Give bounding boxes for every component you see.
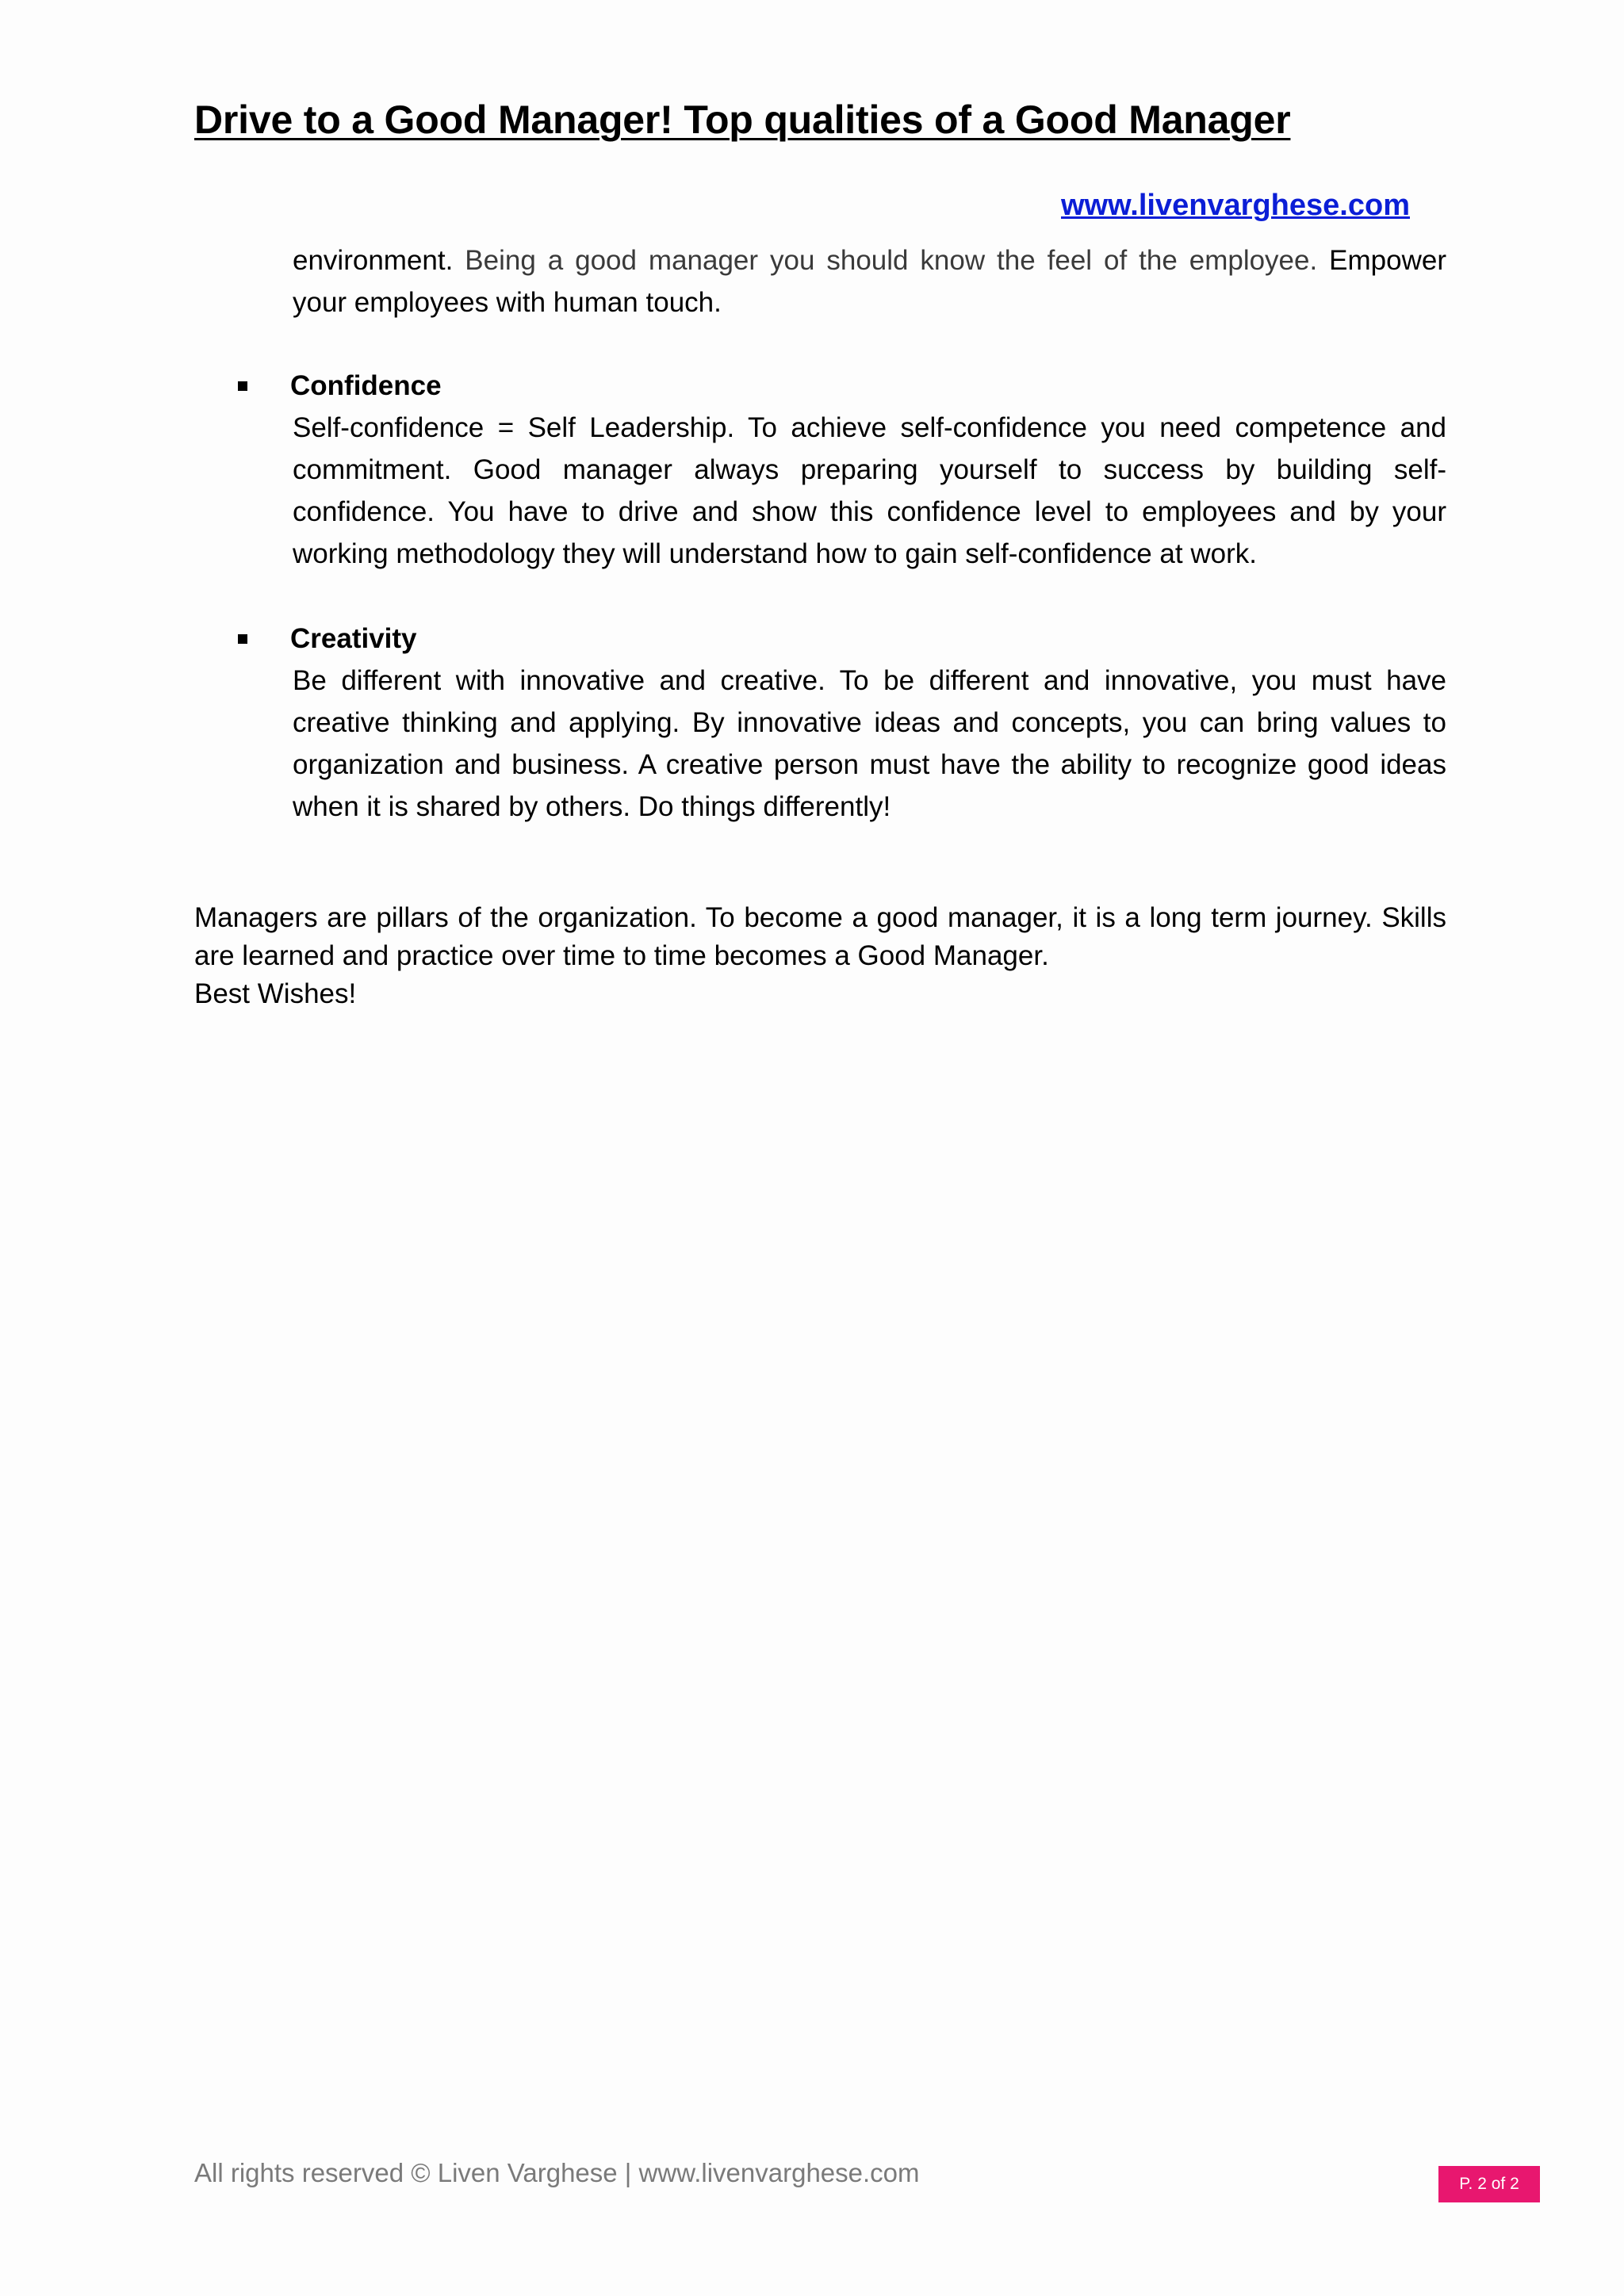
section-heading (238, 365, 1446, 407)
section-body-creativity: Be different with innovative and creative. To be different and innovative, you must have creative thinking and applying. By innovative ideas and concepts, you can bring values to organization and business. A creative person must have the ability to recognize good ideas when it is shared by others. Do things differently! (293, 665, 1446, 822)
continued-text-3: Empower your employees with human touch. (293, 245, 1446, 318)
bullet-icon (238, 634, 247, 644)
continued-paragraph (293, 239, 1446, 323)
continued-text-1: environment. (293, 245, 454, 276)
continued-text-2: Being a good manager you should know the feel of the employee. (465, 245, 1318, 276)
bullet-icon (238, 381, 247, 391)
section-heading (238, 618, 1446, 660)
section-title-confidence: Confidence (290, 369, 442, 401)
page-title: Drive to a Good Manager! Top qualities of a Good Manager (194, 98, 1291, 142)
closing-signoff: Best Wishes! (194, 978, 357, 1009)
page-number-badge: P. 2 of 2 (1438, 2166, 1540, 2202)
website-link[interactable]: www.livenvarghese.com (1061, 189, 1410, 222)
section-creativity (238, 618, 1446, 828)
section-body-confidence: Self-confidence = Self Leadership. To achieve self-confidence you need competence and commitment. Good manager always preparing yourself to success by building self-confidence. You have to drive and show this confidence level to employees and by your working methodology they will understand how to gain self-confidence at work. (293, 412, 1446, 569)
closing-paragraph: Managers are pillars of the organization. To become a good manager, it is a long term journey. Skills are learned and practice over time to time becomes a Good Manager. (194, 902, 1446, 971)
closing-block (194, 899, 1446, 1013)
section-title-creativity: Creativity (290, 622, 417, 654)
footer-copyright: All rights reserved © Liven Varghese | www.livenvarghese.com (194, 2158, 920, 2187)
section-confidence (238, 365, 1446, 575)
